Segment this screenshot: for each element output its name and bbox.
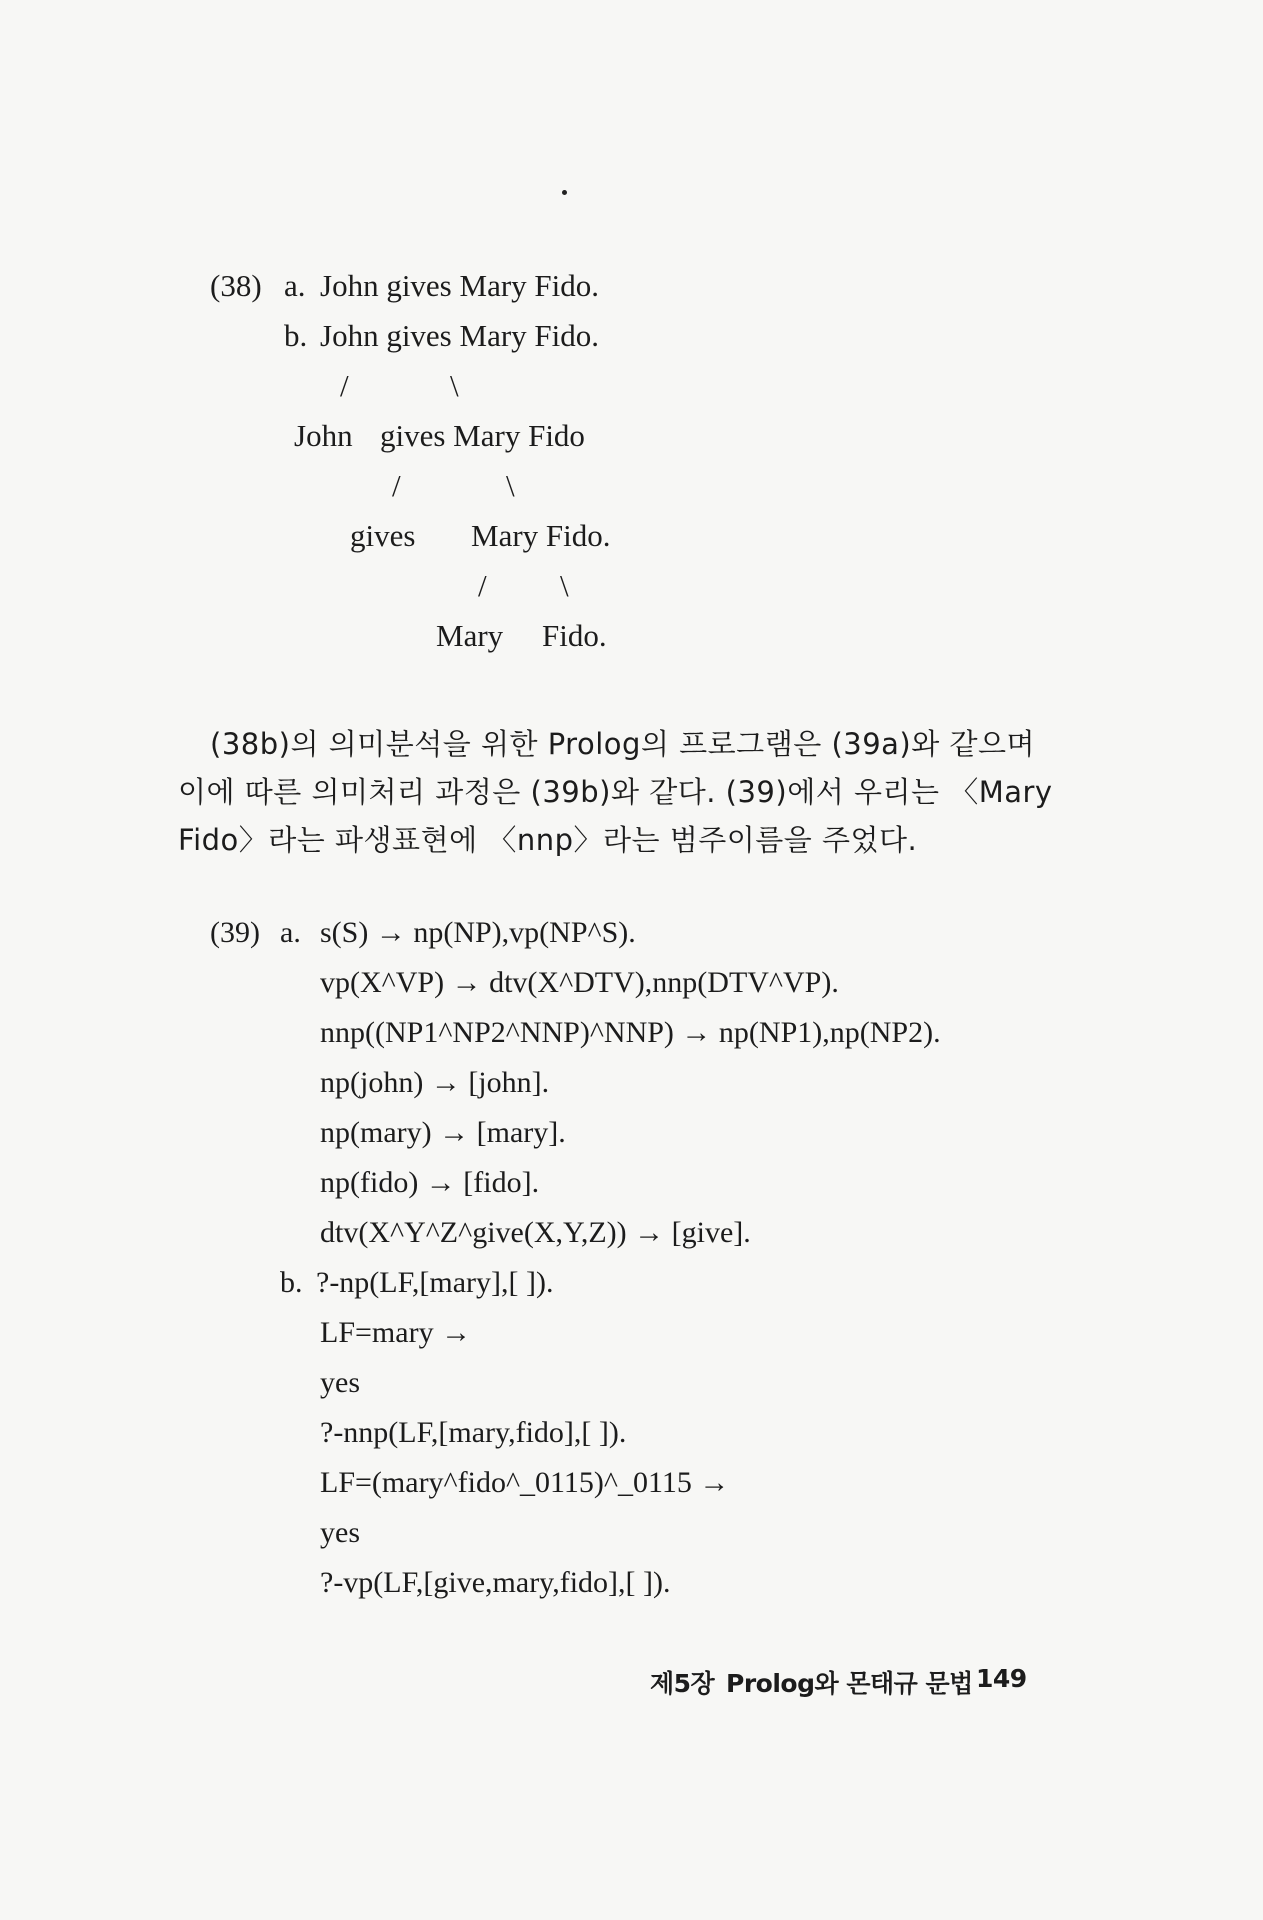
tree-branch-right-1: \ — [450, 368, 459, 403]
tree-branch-left-3: / — [478, 568, 487, 603]
paragraph-line-3: Fido〉라는 파생표현에 〈nnp〉라는 범주이름을 주었다. — [178, 823, 918, 857]
tree-branch-left-2: / — [392, 468, 401, 503]
rule-line-4: np(john) → [john]. — [320, 1066, 550, 1099]
paragraph-line-1: (38b)의 의미분석을 위한 Prolog의 프로그램은 (39a)와 같으며 — [210, 727, 1036, 761]
rule-line-7: dtv(X^Y^Z^give(X,Y,Z)) → [give]. — [320, 1216, 751, 1249]
rule-line-3: nnp((NP1^NP2^NNP)^NNP) → np(NP1),np(NP2). — [320, 1016, 941, 1049]
rule-line-2: vp(X^VP) → dtv(X^DTV),nnp(DTV^VP). — [320, 966, 839, 999]
tree-node-gives: gives — [350, 518, 416, 553]
tree-node-john: John — [294, 418, 353, 453]
rule-line-6: np(fido) → [fido]. — [320, 1166, 540, 1199]
tree-node-vp: gives Mary Fido — [380, 418, 585, 453]
example-39-number: (39) — [210, 916, 260, 949]
example-38a-text: John gives Mary Fido. — [320, 268, 599, 303]
query-line-4: ?-nnp(LF,[mary,fido],[ ]). — [320, 1416, 627, 1449]
rule-line-1: s(S) → np(NP),vp(NP^S). — [320, 916, 636, 949]
query-line-1: ?-np(LF,[mary],[ ]). — [316, 1266, 554, 1299]
example-38b-label: b. — [284, 318, 308, 353]
paragraph-line-2: 이에 따른 의미처리 과정은 (39b)와 같다. (39)에서 우리는 〈Mary — [178, 775, 1053, 809]
tree-node-mary: Mary — [436, 618, 504, 653]
tree-node-fido: Fido. — [542, 618, 607, 653]
page-number: 149 — [976, 1664, 1027, 1693]
tree-branch-right-3: \ — [560, 568, 569, 603]
example-39a-label: a. — [280, 916, 301, 949]
example-38a-label: a. — [284, 268, 306, 303]
tree-node-nnp: Mary Fido. — [471, 518, 611, 553]
query-line-5: LF=(mary^fido^_0115)^_0115 → — [320, 1466, 730, 1499]
stray-dot — [562, 190, 567, 195]
example-38-number: (38) — [210, 268, 262, 303]
example-38b-text: John gives Mary Fido. — [320, 318, 599, 353]
tree-branch-right-2: \ — [506, 468, 515, 503]
query-line-6: yes — [320, 1516, 360, 1549]
query-line-7: ?-vp(LF,[give,mary,fido],[ ]). — [320, 1566, 671, 1599]
query-line-2: LF=mary → — [320, 1316, 472, 1349]
tree-branch-left-1: / — [340, 368, 349, 403]
footer-chapter: 제5장 — [650, 1669, 715, 1698]
query-line-3: yes — [320, 1366, 360, 1399]
footer-title: Prolog와 몬태규 문법 — [726, 1669, 973, 1698]
rule-line-5: np(mary) → [mary]. — [320, 1116, 566, 1149]
example-39b-label: b. — [280, 1266, 303, 1299]
